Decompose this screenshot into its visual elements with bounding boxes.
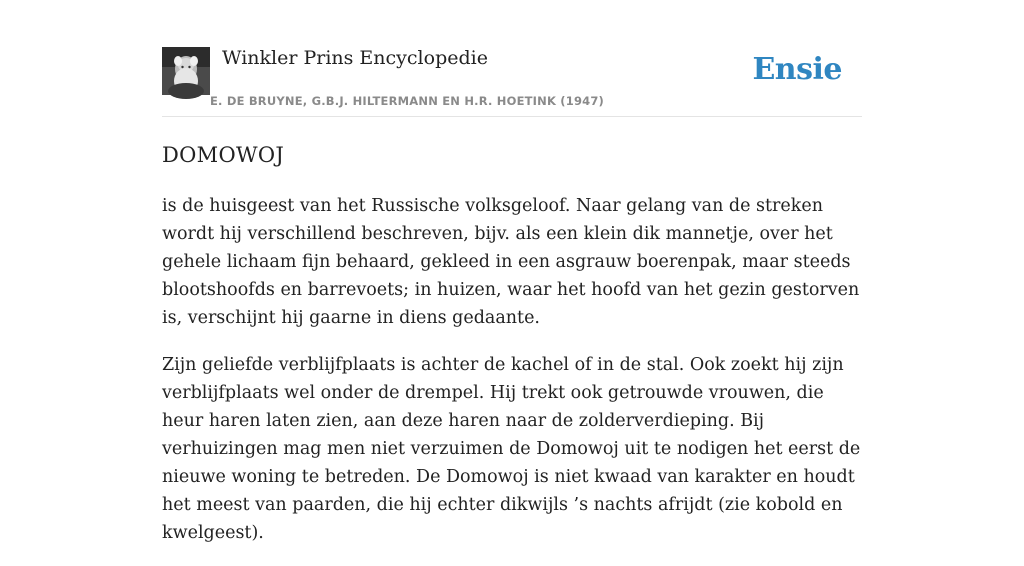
entry-paragraph: is de huisgeest van het Russische volksgeloof. Naar gelang van de streken wordt hij verschillend beschreven, bijv. als een klein dik mannetje, over het gehele lichaam fijn behaard, gekleed in een asgrauw boerenpak, maar steeds blootshoofds en barrevoets; in huizen, waar het hoofd van het gezin gestorven is, verschijnt hij gaarne in diens gedaante. <box>162 196 860 328</box>
author-portrait-icon <box>162 47 210 95</box>
publication-title[interactable]: Winkler Prins Encyclopedie <box>222 47 488 69</box>
authors-line: E. DE BRUYNE, G.B.J. HILTERMANN EN H.R. HOETINK (1947) <box>210 94 605 108</box>
author-avatar <box>162 47 210 95</box>
entry-title: DOMOWOJ <box>162 143 285 167</box>
brand-logo[interactable]: Ensie <box>752 52 842 87</box>
entry-body <box>162 192 864 566</box>
entry-paragraph: Zijn geliefde verblijfplaats is achter de kachel of in de stal. Ook zoekt hij zijn verblijfplaats wel onder de drempel. Hij trekt ook getrouwde vrouwen, die heur haren laten zien, aan deze haren naar de zolderverdieping. Bij verhuizingen mag men niet verzuimen de Domowoj uit te nodigen het eerst de nieuwe woning te betreden. De Domowoj is niet kwaad van karakter en houdt het meest van paarden, die hij echter dikwijls ’s nachts afrijdt (zie kobold en kwelgeest). <box>162 355 861 543</box>
header <box>162 46 862 117</box>
